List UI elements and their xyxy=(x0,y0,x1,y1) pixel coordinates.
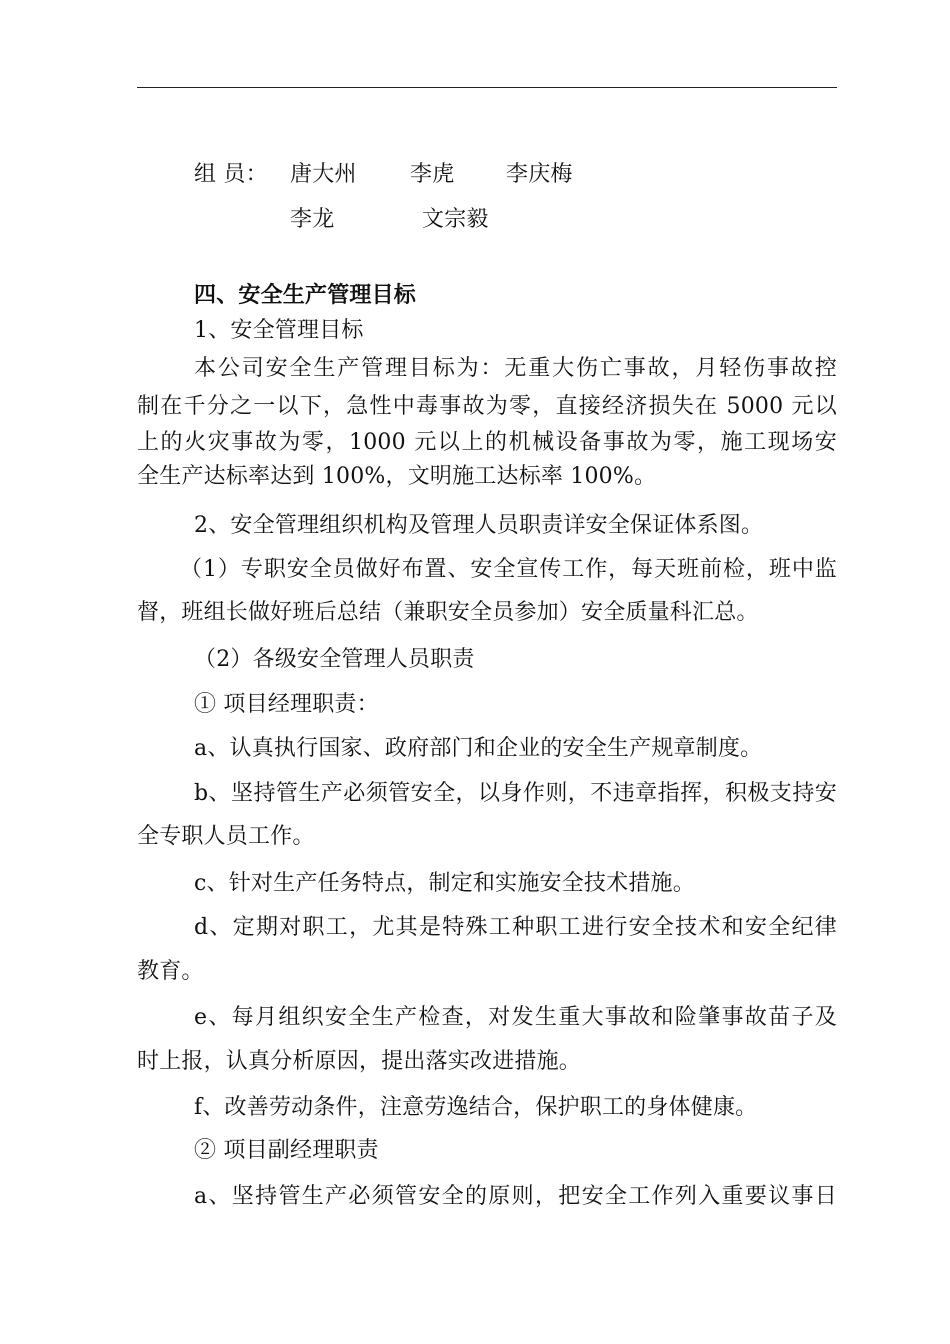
member-name: 李虎 xyxy=(410,162,455,187)
role-title: ① 项目经理职责： xyxy=(194,692,379,717)
subsection-title: 1、安全管理目标 xyxy=(194,318,364,343)
paragraph-line: （1）专职安全员做好布置、安全宣传工作，每天班前检，班中监 xyxy=(180,557,837,582)
role-title: ② 项目副经理职责 xyxy=(194,1138,379,1163)
members-row-2 xyxy=(194,205,837,235)
duty-item-cont: 全专职人员工作。 xyxy=(137,824,315,849)
duty-item-cont: 时上报，认真分析原因，提出落实改进措施。 xyxy=(137,1049,582,1074)
paragraph-line: 上的火灾事故为零，1000 元以上的机械设备事故为零，施工现场安 xyxy=(137,430,837,455)
member-name: 唐大州 xyxy=(290,162,357,187)
paragraph-line: 制在千分之一以下，急性中毒事故为零，直接经济损失在 5000 元以 xyxy=(137,394,837,419)
duty-item: b、坚持管生产必须管安全，以身作则，不违章指挥，积极支持安 xyxy=(194,781,837,806)
section-heading: 四、安全生产管理目标 xyxy=(194,282,417,308)
member-name: 李庆梅 xyxy=(506,162,573,187)
duty-item: a、坚持管生产必须管安全的原则，把安全工作列入重要议事日 xyxy=(194,1184,837,1209)
duty-item: d、定期对职工，尤其是特殊工种职工进行安全技术和安全纪律 xyxy=(194,915,837,940)
duty-item: c、针对生产任务特点，制定和实施安全技术措施。 xyxy=(194,871,695,896)
duty-item-cont: 教育。 xyxy=(137,959,204,984)
duty-item: f、改善劳动条件，注意劳逸结合，保护职工的身体健康。 xyxy=(194,1095,758,1120)
members-label: 组 员： xyxy=(194,162,268,187)
paragraph-line: 本公司安全生产管理目标为：无重大伤亡事故，月轻伤事故控 xyxy=(194,356,837,381)
header-rule xyxy=(137,87,837,88)
list-heading: （2）各级安全管理人员职责 xyxy=(194,647,475,672)
duty-item: e、每月组织安全生产检查，对发生重大事故和险肇事故苗子及 xyxy=(194,1005,837,1030)
members-row-1 xyxy=(194,160,837,190)
duty-item: a、认真执行国家、政府部门和企业的安全生产规章制度。 xyxy=(194,736,763,761)
member-name: 李龙 xyxy=(290,207,335,232)
paragraph-line: 全生产达标率达到 100%，文明施工达标率 100%。 xyxy=(137,464,657,489)
paragraph-line: 督，班组长做好班后总结（兼职安全员参加）安全质量科汇总。 xyxy=(137,600,759,625)
member-name: 文宗毅 xyxy=(422,207,489,232)
subsection-title: 2、安全管理组织机构及管理人员职责详安全保证体系图。 xyxy=(194,513,764,538)
